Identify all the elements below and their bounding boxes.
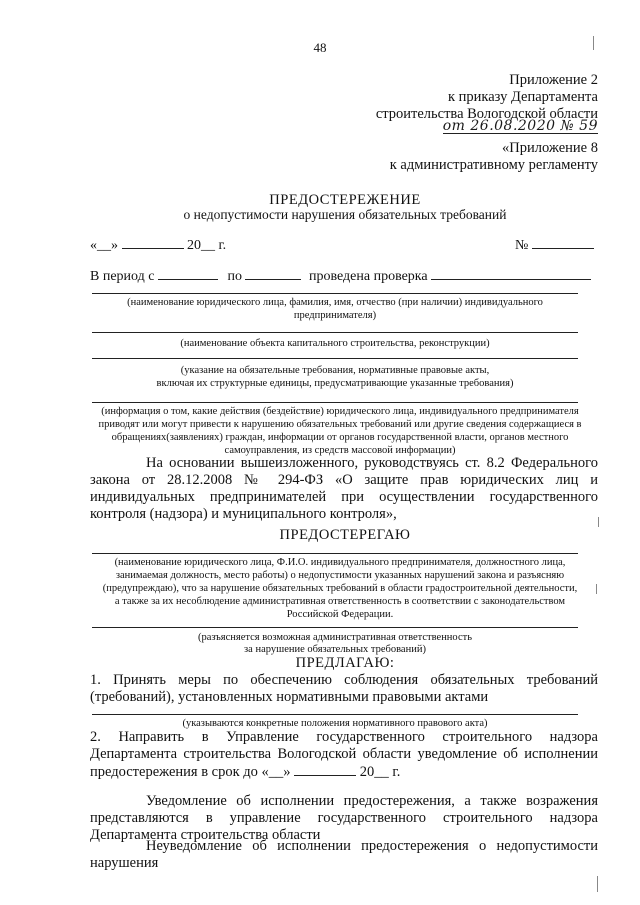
note-liability-1: (разъясняется возможная административная ответственность — [198, 632, 472, 643]
note-requirements-1: (указание на обязательные требования, нормативные правовые акты, — [180, 365, 490, 376]
item-1: 1. Принять меры по обеспечению соблюдения обязательных требований (требований), установленных нормативными правовыми актами — [90, 672, 598, 705]
propose-heading: ПРЕДЛАГАЮ: — [295, 655, 395, 671]
note-actions-info: (информация о том, какие действия (бездействие) юридического лица, индивидуального предпринимателя приводят или могут привести к нарушению обязательных требований или другие сведения содержащиеся в обращениях(заявлениях) граждан, информации от органов государственной власти, органов местного самоуправления, из средств массовой информации) — [98, 406, 582, 456]
item-2: 2. Направить в Управление государственного строительного надзора Департамента строительства Вологодской области уведомление об исполнении предостережения в срок до «__» 20__ г. — [90, 729, 598, 780]
blank-line — [92, 553, 578, 554]
blank-line — [92, 627, 578, 628]
document-subtitle: о недопустимости нарушения обязательных требований — [183, 207, 507, 222]
note-requirements-2: включая их структурные единицы, предусматривающие указанные требования) — [156, 378, 514, 389]
period-row: В период с по проведена проверка — [90, 267, 591, 285]
note-legal-act: (указываются конкретные положения нормативного правового акта) — [182, 718, 488, 729]
header-annex: Приложение 2 — [509, 72, 598, 88]
date-field: «__» 20__ г. — [90, 238, 227, 253]
blank-line — [92, 402, 578, 403]
blank-line — [92, 332, 578, 333]
scan-mark — [597, 876, 598, 892]
header-order: к приказу Департамента — [447, 89, 598, 105]
document-title: ПРЕДОСТЕРЕЖЕНИЕ — [269, 192, 421, 208]
note-warned-person: (наименование юридического лица, Ф.И.О. индивидуального предпринимателя, должностного лица, занимаемая должность, место работы) о недопустимости указанных нарушений закона и разъясняю (предупреждаю), что за нарушение обязательных требований в области градостроительной деятельности, а также за их несоблюдение административная ответственность в соответствии с законодательством Российской Федерации. — [102, 557, 578, 620]
scan-mark — [598, 517, 599, 527]
blank-line — [92, 714, 578, 715]
blank-line — [92, 358, 578, 359]
page-number: 48 — [313, 40, 327, 55]
basis-paragraph: На основании вышеизложенного, руководствуясь ст. 8.2 Федерального закона от 28.12.2008 № 294-ФЗ «О защите прав юридических лиц и индивидуальных предпринимателей при осуществлении государственного контроля (надзора) и муниципального контроля», — [90, 455, 598, 522]
scan-mark — [596, 584, 597, 594]
blank-line — [92, 293, 578, 294]
number-field: № — [515, 236, 594, 254]
header-regulation: к административному регламенту — [389, 157, 598, 173]
note-construction-object: (наименование объекта капитального строительства, реконструкции) — [180, 338, 490, 349]
warn-heading: ПРЕДОСТЕРЕГАЮ — [279, 527, 411, 543]
note-legal-entity: (наименование юридического лица, фамилия, имя, отчество (при наличии) индивидуального предпринимателя) — [127, 297, 543, 321]
header-annex-8: «Приложение 8 — [502, 140, 598, 156]
notice-paragraph: Уведомление об исполнении предостережения, а также возражения представляются в управление государственного строительного надзора Департамента строительства области — [90, 793, 598, 843]
scan-mark — [593, 36, 594, 50]
last-line: Неуведомление об исполнении предостережения о недопустимости нарушения — [90, 838, 598, 871]
handwritten-date: от 26.08.2020 № 59 — [442, 118, 598, 134]
note-liability-2: за нарушение обязательных требований) — [244, 644, 426, 655]
header-department: строительства Вологодской области — [375, 106, 598, 122]
